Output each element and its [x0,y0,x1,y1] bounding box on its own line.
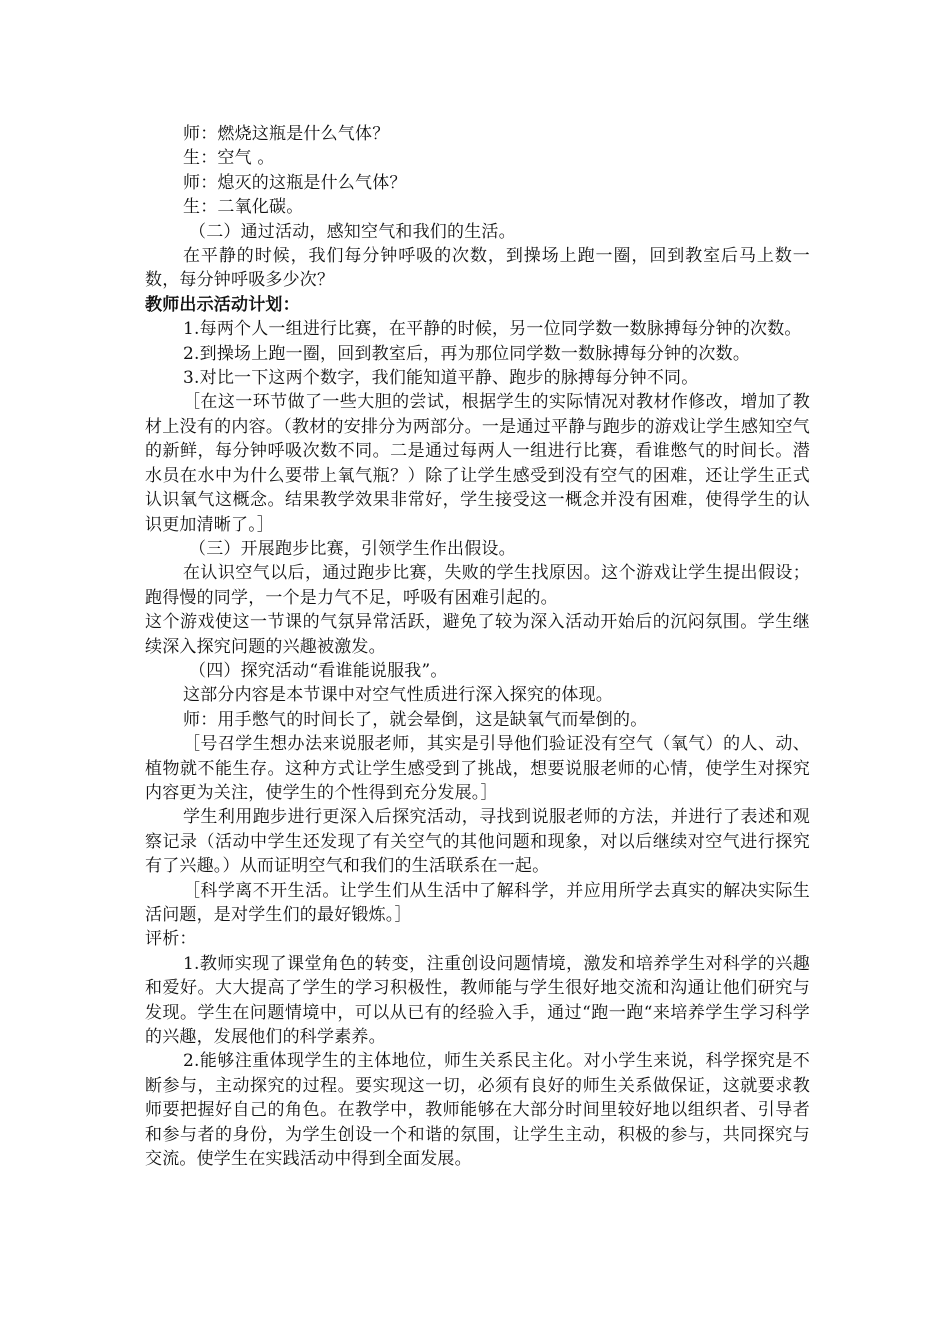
paragraph: 在认识空气以后，通过跑步比赛，失败的学生找原因。这个游戏让学生提出假设；跑得慢的同学，一个是力气不足，呼吸有困难引起的。 [145,563,810,608]
dialogue-line: 师：燃烧这瓶是什么气体？ [183,124,390,144]
section-heading: （四）探究活动“看谁能说服我”。 [189,660,448,681]
bracket-note: ［在这一环节做了一些大胆的尝试，根据学生的实际情况对教材作修改，增加了教材上没有的内容。（教材的安排分为两部分。一是通过平静与跑步的游戏让学生感知空气的新鲜，每分钟呼吸次数不同。二是通过每两人一组进行比赛，看谁憋气的时间长。潜水员在水中为什么要带上氧气瓶？）除了让学生感受到没有空气的困难，还让学生正式认识氧气这概念。结果教学效果非常好，学生接受这一概念并没有困难，使得学生的认识更加清晰了。］ [145,392,810,535]
bracket-note: ［号召学生想办法来说服老师，其实是引导他们验证没有空气（氧气）的人、动、植物就不能生存。这种方式让学生感受到了挑战，想要说服老师的心情，使学生对探究内容更为关注，使学生的个性得到充分发展。］ [145,734,810,803]
paragraph: 学生利用跑步进行更深入后探究活动，寻找到说服老师的方法，并进行了表述和观察记录（活动中学生还发现了有关空气的其他问题和现象，对以后继续对空气进行探究有了兴趣。）从而证明空气和我们的生活联系在一起。 [145,807,810,877]
analysis-point: 2.能够注重体现学生的主体地位，师生关系民主化。对小学生来说，科学探究是不断参与，主动探究的过程。要实现这一切，必须有良好的师生关系做保证，这就要求教师要把握好自己的角色。在教学中，教师能够在大部分时间里较好地以组织者、引导者和参与者的身份，为学生创设一个和谐的氛围，让学生主动，积极的参与，共同探究与交流。使学生在实践活动中得到全面发展。 [145,1051,810,1170]
bold-heading: 教师出示活动计划： [145,294,300,315]
dialogue-line: 生：二氧化碳。 [183,197,304,218]
paragraph: 在平静的时候，我们每分钟呼吸的次数，到操场上跑一圈，回到教室后马上数一数，每分钟呼吸多少次？ [145,246,810,291]
analysis-heading: 评析： [145,929,197,950]
bracket-note: ［科学离不开生活。让学生们从生活中了解科学，并应用所学去真实的解决实际生活问题，是对学生们的最好锻炼。］ [145,880,810,925]
dialogue-line: 生：空气 。 [183,148,275,169]
list-item: 1.每两个人一组进行比赛，在平静的时候，另一位同学数一数脉搏每分钟的次数。 [183,319,802,340]
dialogue-line: 师：用手憋气的时间长了，就会晕倒，这是缺氧气而晕倒的。 [183,709,648,730]
analysis-point: 1.教师实现了课堂角色的转变，注重创设问题情境，激发和培养学生对科学的兴趣和爱好。大大提高了学生的学习积极性，教师能与学生很好地交流和沟通让他们研究与发现。学生在问题情境中，可以从已有的经验入手，通过“跑一跑“来培养学生学习科学的兴趣，发展他们的科学素养。 [145,953,810,1048]
dialogue-line: 师：熄灭的这瓶是什么气体？ [183,172,407,193]
section-heading: （三）开展跑步比赛，引领学生作出假设。 [189,538,516,559]
section-heading: （二）通过活动，感知空气和我们的生活。 [189,221,516,242]
list-item: 2.到操场上跑一圈，回到教室后，再为那位同学数一数脉搏每分钟的次数。 [183,343,751,364]
paragraph: 这部分内容是本节课中对空气性质进行深入探究的体现。 [183,685,613,706]
paragraph: 这个游戏使这一节课的气氛异常活跃，避免了较为深入活动开始后的沉闷氛围。学生继续深入探究问题的兴趣被激发。 [145,612,810,657]
document-body [145,122,810,1171]
list-item: 3.对比一下这两个数字，我们能知道平静、跑步的脉搏每分钟不同。 [183,368,699,389]
